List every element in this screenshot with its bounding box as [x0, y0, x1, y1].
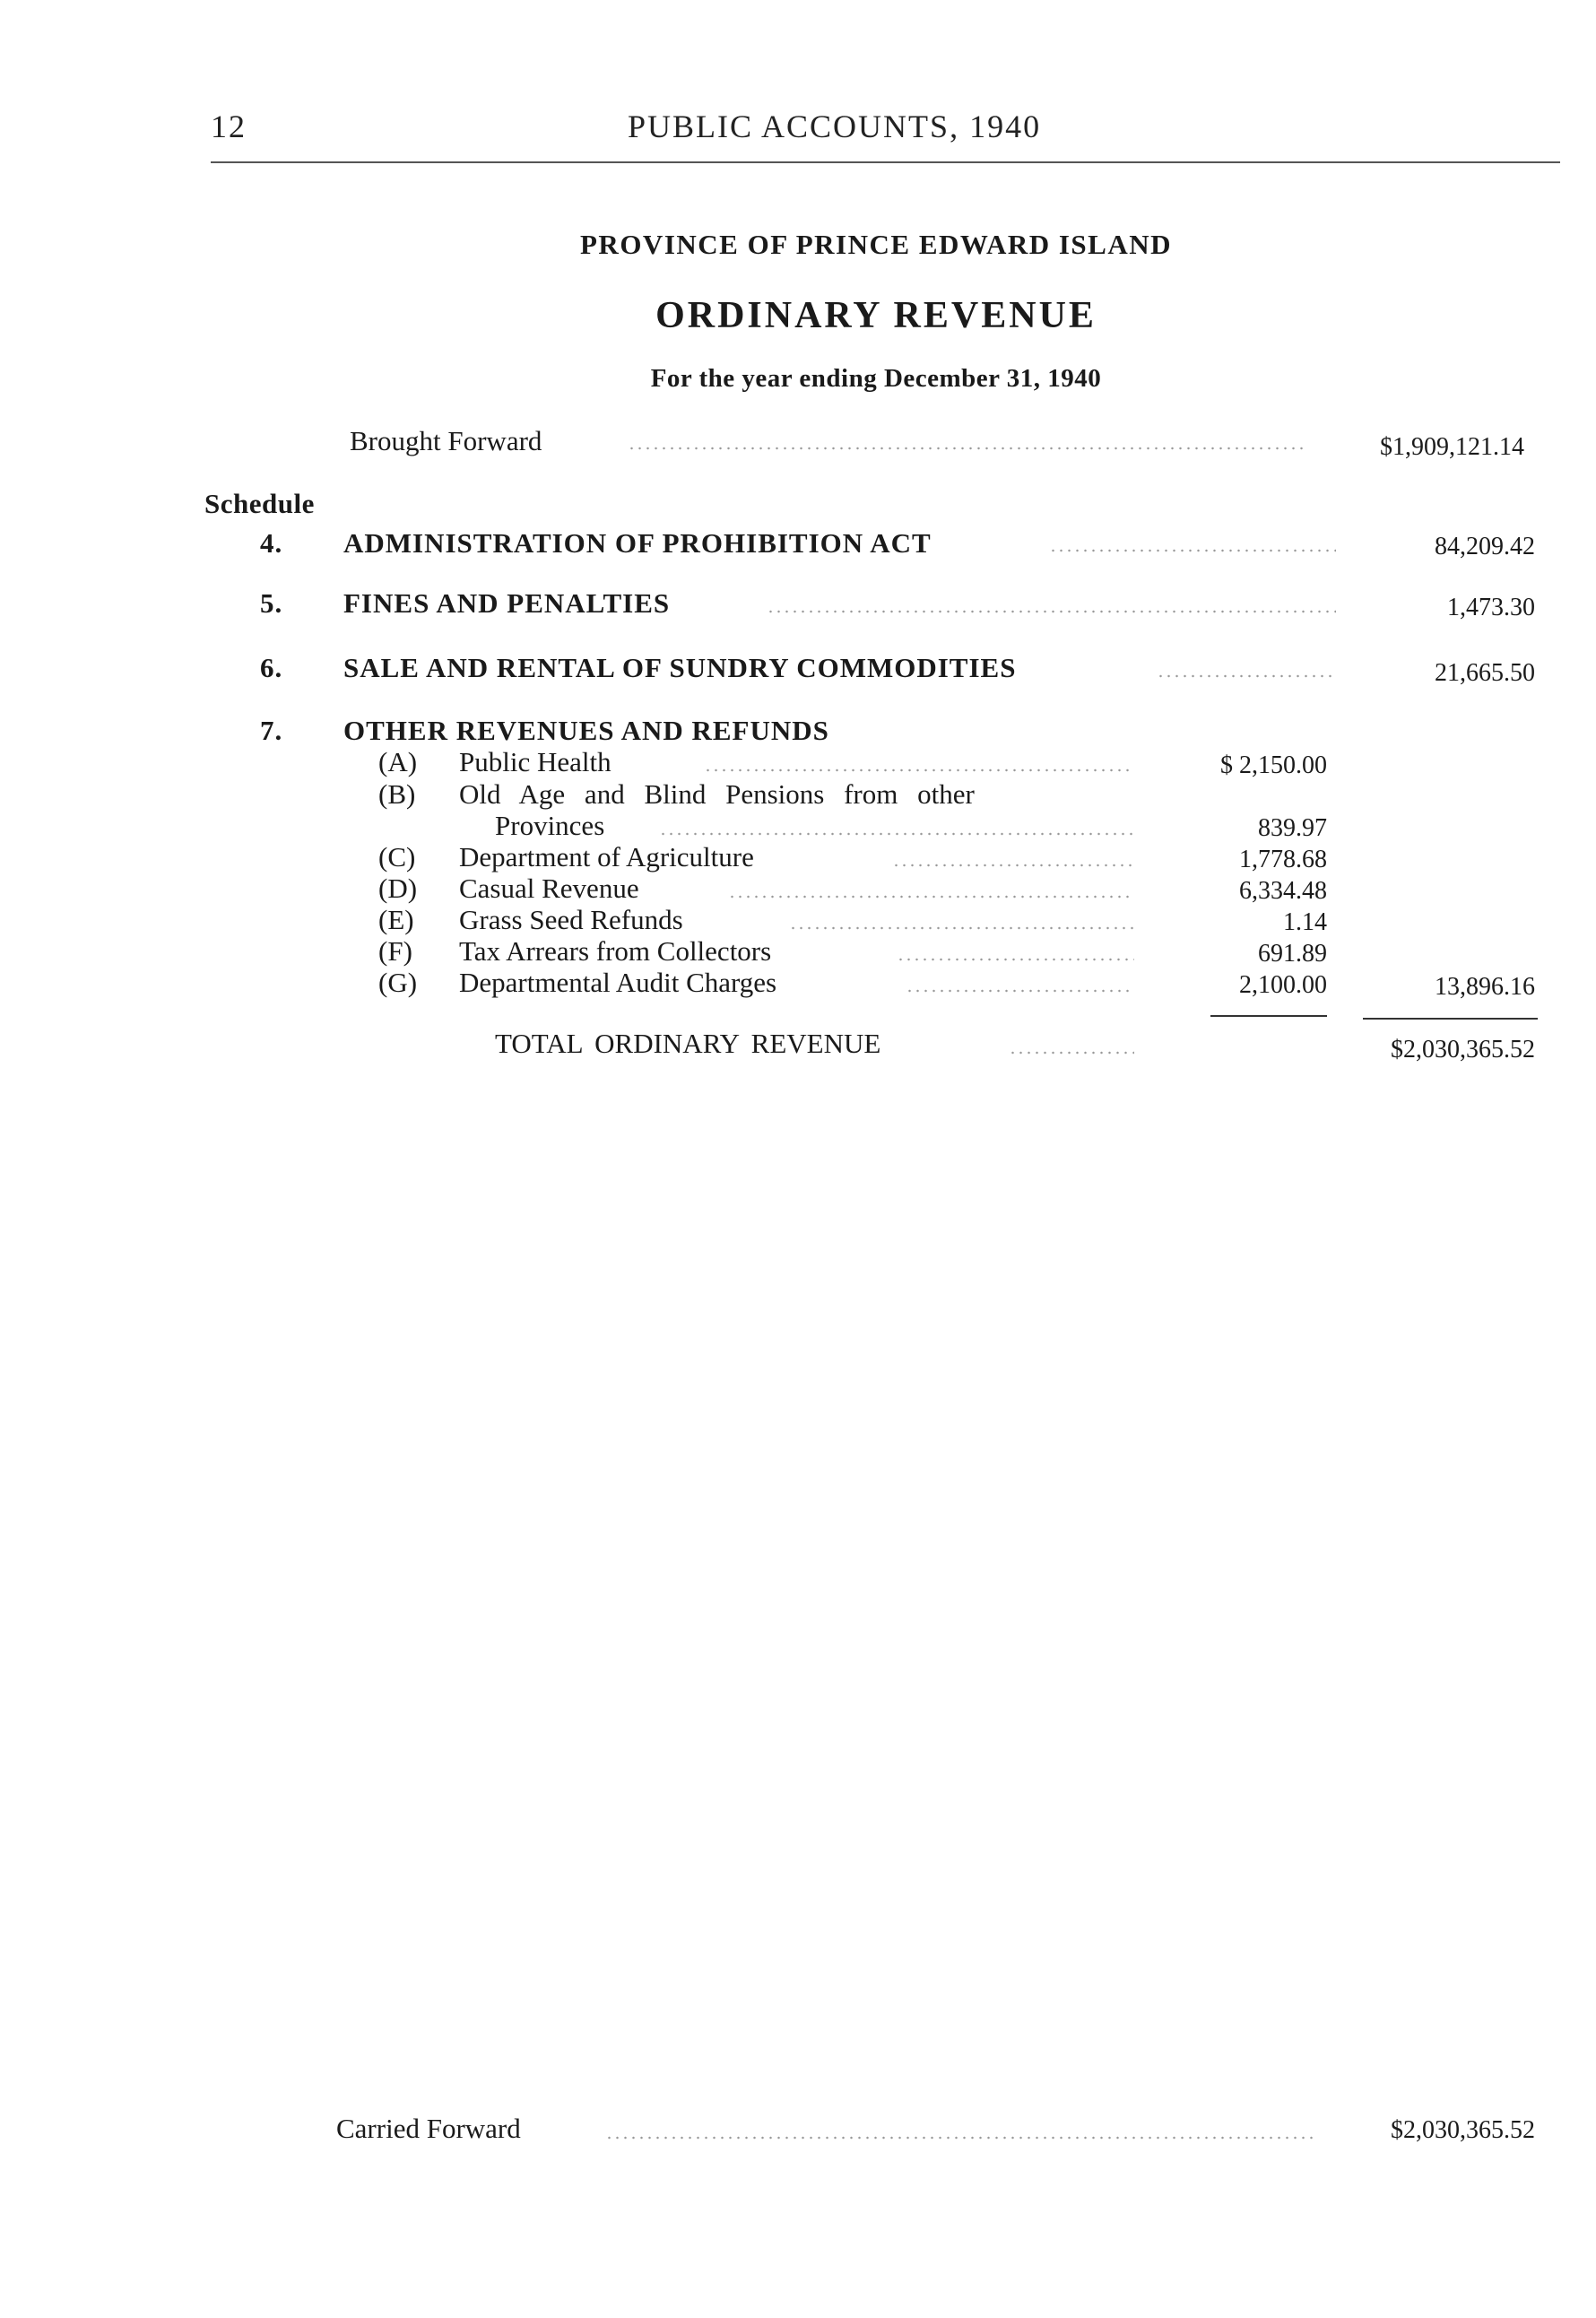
dot-leader	[659, 830, 1134, 838]
schedule-number: 5.	[260, 587, 283, 619]
item-amount: 2,100.00	[1239, 971, 1327, 999]
subtotal-rule	[1210, 1015, 1327, 1017]
schedule-amount: 21,665.50	[1435, 659, 1535, 687]
item-label: Casual Revenue	[459, 873, 639, 904]
total-label: TOTAL ORDINARY REVENUE	[495, 1028, 881, 1059]
province-title: PROVINCE OF PRINCE EDWARD ISLAND	[579, 229, 1173, 260]
item-label: Departmental Audit Charges	[459, 967, 777, 998]
total-rule	[1363, 1018, 1538, 1020]
period-subtitle: For the year ending December 31, 1940	[650, 364, 1102, 393]
other-revenues-total: 13,896.16	[1435, 973, 1535, 1001]
schedule-label: FINES AND PENALTIES	[343, 587, 671, 619]
item-label: Grass Seed Refunds	[459, 904, 683, 935]
item-label: Department of Agriculture	[459, 841, 754, 873]
dot-leader	[704, 767, 1134, 774]
item-letter: (B)	[378, 778, 416, 810]
item-label: Old Age and Blind Pensions from other	[459, 778, 975, 810]
dot-leader	[1049, 547, 1336, 554]
schedule-label: OTHER REVENUES AND REFUNDS	[343, 715, 829, 746]
dot-leader	[728, 893, 1134, 900]
item-label: Public Health	[459, 746, 612, 777]
dot-leader	[1157, 673, 1336, 680]
page-number: 12	[211, 109, 247, 144]
item-amount: $ 2,150.00	[1220, 751, 1327, 779]
item-label-continued: Provinces	[495, 810, 605, 841]
carried-forward-amount: $2,030,365.52	[1391, 2116, 1535, 2144]
item-letter: (C)	[378, 841, 416, 873]
running-title: PUBLIC ACCOUNTS, 1940	[628, 109, 1042, 144]
item-amount: 839.97	[1258, 814, 1327, 842]
carried-forward-label: Carried Forward	[336, 2113, 521, 2144]
dot-leader	[605, 2134, 1314, 2141]
dot-leader	[1009, 1049, 1134, 1056]
schedule-number: 7.	[260, 715, 283, 746]
schedule-label: ADMINISTRATION OF PROHIBITION ACT	[343, 527, 932, 559]
item-letter: (E)	[378, 904, 414, 935]
dot-leader	[789, 925, 1134, 932]
item-label: Tax Arrears from Collectors	[459, 935, 772, 967]
schedule-label: SALE AND RENTAL OF SUNDRY COMMODITIES	[343, 652, 1017, 683]
header-rule	[211, 161, 1560, 163]
item-letter: (F)	[378, 935, 412, 967]
dot-leader	[897, 956, 1134, 963]
schedule-amount: 1,473.30	[1447, 594, 1535, 621]
schedule-number: 6.	[260, 652, 283, 683]
brought-forward-label: Brought Forward	[350, 425, 542, 456]
dot-leader	[767, 608, 1336, 615]
dot-leader	[628, 445, 1305, 452]
schedule-heading: Schedule	[204, 488, 315, 519]
item-amount: 1,778.68	[1239, 846, 1327, 873]
schedule-number: 4.	[260, 527, 283, 559]
item-amount: 6,334.48	[1239, 877, 1327, 905]
item-amount: 691.89	[1258, 940, 1327, 968]
main-title: ORDINARY REVENUE	[655, 295, 1097, 336]
schedule-amount: 84,209.42	[1435, 533, 1535, 560]
total-amount: $2,030,365.52	[1391, 1036, 1535, 1064]
item-letter: (D)	[378, 873, 418, 904]
item-letter: (G)	[378, 967, 418, 998]
item-letter: (A)	[378, 746, 418, 777]
brought-forward-amount: $1,909,121.14	[1380, 433, 1524, 461]
item-amount: 1.14	[1283, 908, 1327, 936]
dot-leader	[906, 987, 1134, 994]
dot-leader	[892, 862, 1134, 869]
